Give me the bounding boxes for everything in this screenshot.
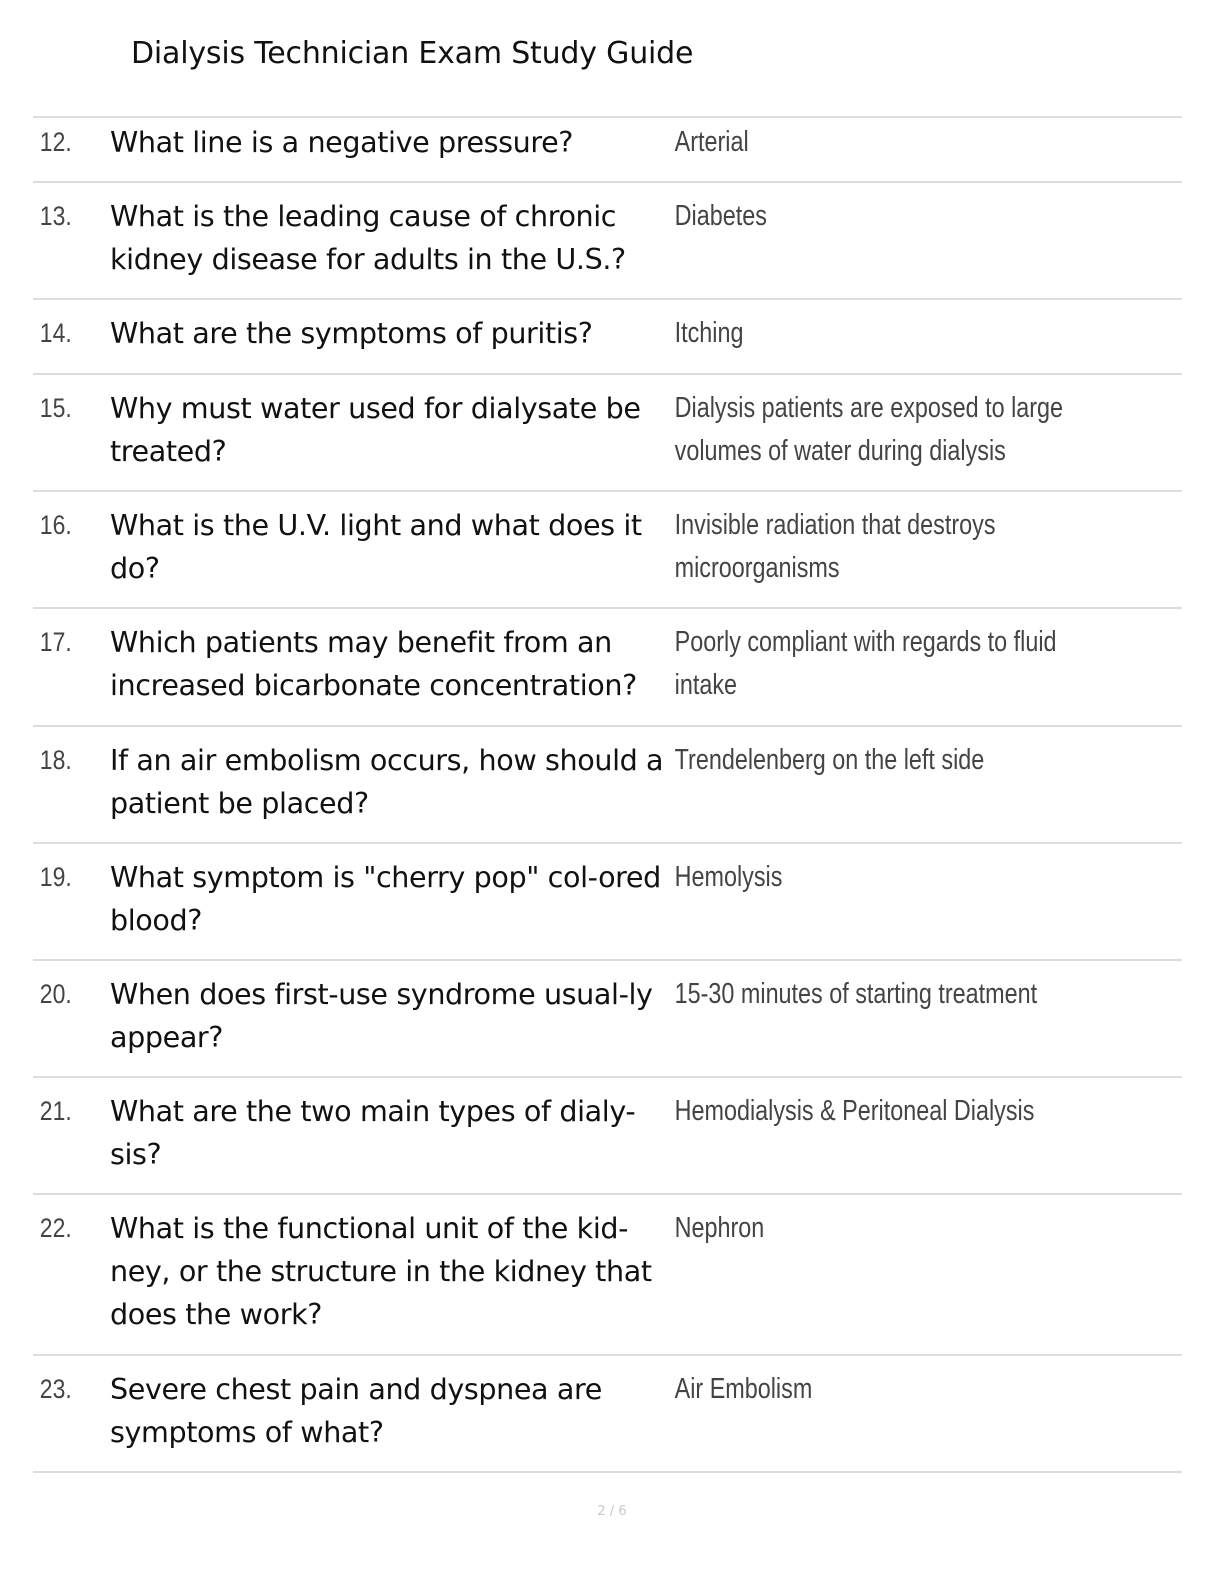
question-text: What are the symptoms of puritis?	[110, 316, 593, 350]
answer-text: Poorly compliant with regards to fluid intake	[674, 626, 1057, 701]
question-number: 23.	[39, 1374, 72, 1404]
question-number: 13.	[39, 201, 72, 231]
answer-text: 15-30 minutes of starting treatment	[674, 978, 1038, 1010]
question-number: 21.	[39, 1096, 72, 1126]
answer-text: Arterial	[674, 126, 749, 158]
question-text: If an air embolism occurs, how should a patient be placed?	[110, 743, 664, 820]
qa-row	[33, 375, 1182, 492]
qa-row	[33, 492, 1182, 609]
qa-row	[33, 844, 1182, 961]
qa-table	[33, 116, 1182, 1473]
answer-text: Invisible radiation that destroys microorganisms	[674, 509, 996, 584]
qa-row	[33, 727, 1182, 844]
question-text: Severe chest pain and dyspnea are symptoms of what?	[110, 1372, 602, 1449]
question-number: 12.	[39, 127, 72, 157]
qa-row	[33, 118, 1182, 183]
question-text: What is the leading cause of chronic kidney disease for adults in the U.S.?	[110, 199, 626, 276]
qa-row	[33, 1195, 1182, 1356]
question-number: 17.	[39, 627, 72, 657]
question-text: What is the functional unit of the kid-ney, or the structure in the kidney that does the work?	[110, 1211, 652, 1331]
question-number: 15.	[39, 393, 72, 423]
question-text: What is the U.V. light and what does it do?	[110, 508, 642, 585]
question-text: When does first-use syndrome usual-ly appear?	[110, 977, 653, 1054]
question-text: What symptom is "cherry pop" col-ored blood?	[110, 860, 661, 937]
qa-row	[33, 183, 1182, 300]
question-number: 22.	[39, 1213, 72, 1243]
qa-row	[33, 609, 1182, 727]
qa-row	[33, 1356, 1182, 1473]
question-number: 20.	[39, 979, 72, 1009]
answer-text: Itching	[674, 317, 744, 349]
question-text: Which patients may benefit from an increased bicarbonate concentration?	[110, 625, 637, 702]
answer-text: Nephron	[674, 1212, 765, 1244]
question-number: 16.	[39, 510, 72, 540]
question-text: What are the two main types of dialy-sis?	[110, 1094, 636, 1171]
question-text: What line is a negative pressure?	[110, 125, 574, 159]
question-number: 18.	[39, 745, 72, 775]
answer-text: Air Embolism	[674, 1373, 813, 1405]
answer-text: Hemolysis	[674, 861, 783, 893]
qa-row	[33, 961, 1182, 1078]
question-number: 14.	[39, 318, 72, 348]
page-number: 2 / 6	[597, 1504, 627, 1519]
answer-text: Diabetes	[674, 200, 767, 232]
answer-text: Trendelenberg on the left side	[674, 744, 985, 776]
answer-text: Dialysis patients are exposed to large volumes of water during dialysis	[674, 392, 1064, 467]
answer-text: Hemodialysis & Peritoneal Dialysis	[674, 1095, 1035, 1127]
qa-row	[33, 1078, 1182, 1195]
qa-row	[33, 300, 1182, 375]
question-text: Why must water used for dialysate be treated?	[110, 391, 641, 468]
question-number: 19.	[39, 862, 72, 892]
document-title: Dialysis Technician Exam Study Guide	[131, 36, 694, 71]
